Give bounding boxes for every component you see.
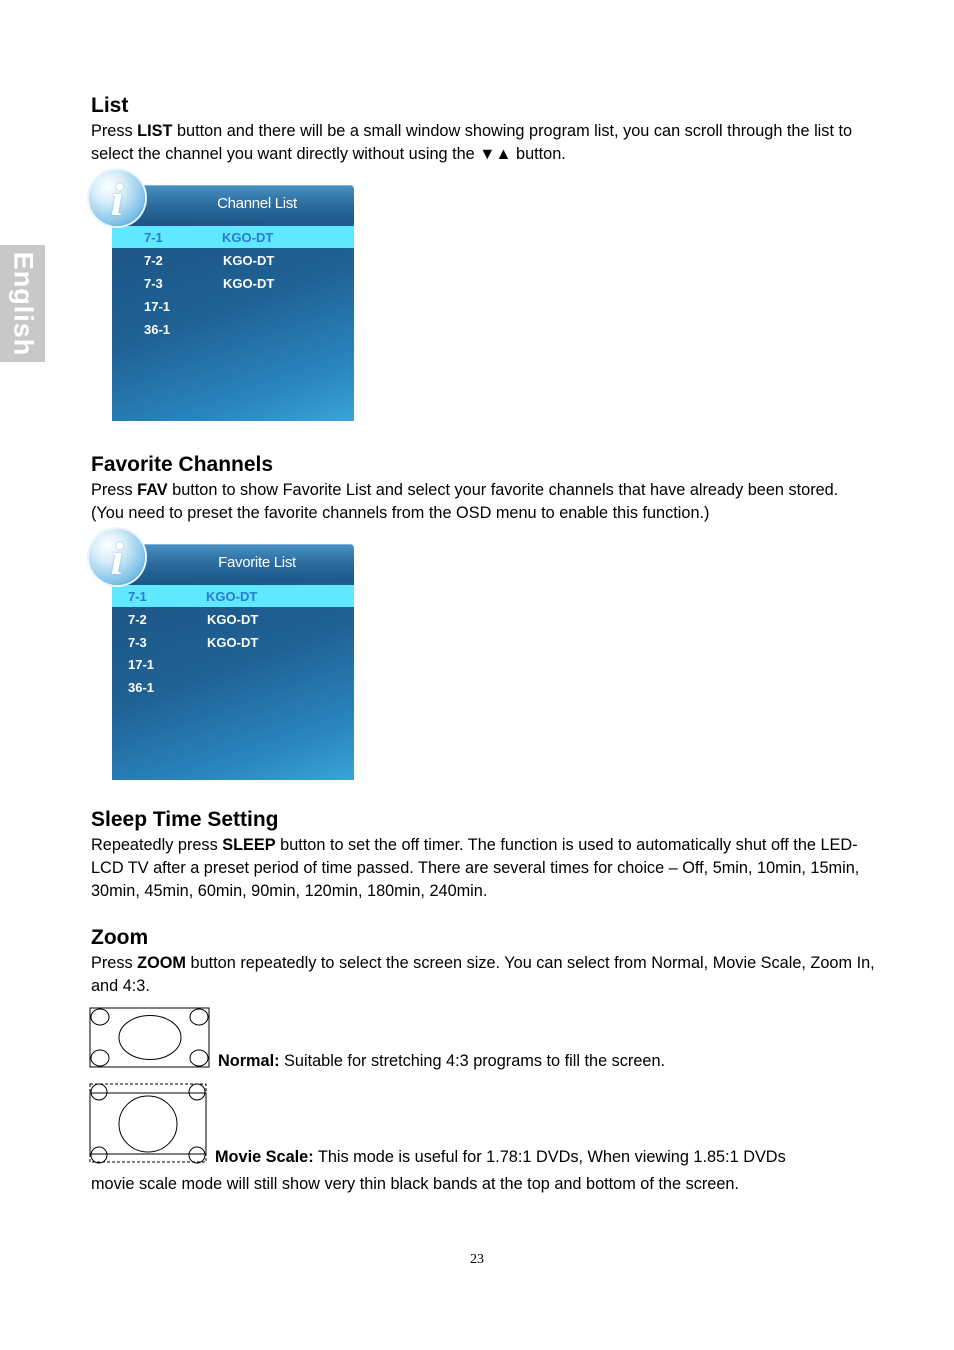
page-number: 23 bbox=[470, 1252, 484, 1267]
sleep-description: Repeatedly press SLEEP button to set the off timer. The function is used to automatically shut off the LED-LCD TV after a preset period of time passed. There are several times for choice – Off, 5min, 10min, 15min, 30min, 45min, 60min, 90min, 120min, 180min, 240min. bbox=[91, 836, 860, 900]
channel-row[interactable]: 7-3 KGO-DT bbox=[144, 276, 275, 291]
channel-row[interactable]: 7-2 KGO-DT bbox=[144, 253, 275, 268]
favorite-list-title: Favorite List bbox=[218, 554, 296, 571]
channel-row[interactable]: 7-1 KGO-DT bbox=[112, 226, 354, 248]
sleep-heading: Sleep Time Setting bbox=[91, 808, 279, 831]
channel-row[interactable]: 17-1 bbox=[144, 299, 171, 314]
channel-row[interactable]: 36-1 bbox=[144, 322, 171, 337]
favorite-heading: Favorite Channels bbox=[91, 453, 274, 476]
favorite-row[interactable]: 7-2 KGO-DT bbox=[128, 612, 259, 627]
channel-list-header bbox=[110, 185, 354, 223]
normal-mode-diagram bbox=[89, 1007, 211, 1069]
movie-scale-diagram bbox=[89, 1083, 208, 1165]
zoom-heading: Zoom bbox=[91, 926, 149, 949]
info-icon: i bbox=[89, 529, 145, 585]
list-description: Press LIST button and there will be a small window showing program list, you can scroll through the list to select the channel you want directly without using the ▼▲ button. bbox=[91, 122, 853, 163]
zoom-description: Press ZOOM button repeatedly to select the screen size. You can select from Normal, Movie Scale, Zoom In, and 4:3. bbox=[91, 954, 875, 995]
movie-scale-caption: Movie Scale: This mode is useful for 1.78:1 DVDs, When viewing 1.85:1 DVDs bbox=[215, 1148, 786, 1166]
favorite-list-body bbox=[112, 582, 354, 780]
movie-scale-caption-cont: movie scale mode will still show very thin black bands at the top and bottom of the screen. bbox=[91, 1175, 739, 1193]
favorite-row[interactable]: 36-1 bbox=[128, 680, 155, 695]
language-tab-label: English bbox=[8, 251, 38, 356]
favorite-row[interactable]: 7-1 KGO-DT bbox=[112, 585, 354, 607]
favorite-list-header bbox=[110, 544, 354, 582]
normal-mode-caption: Normal: Suitable for stretching 4:3 programs to fill the screen. bbox=[218, 1052, 666, 1070]
favorite-list-window bbox=[88, 529, 358, 783]
channel-list-title: Channel List bbox=[217, 195, 297, 212]
language-tab bbox=[0, 245, 45, 362]
favorite-description: Press FAV button to show Favorite List and select your favorite channels that have already been stored. (You need to preset the favorite channels from the OSD menu to enable this function.) bbox=[91, 481, 839, 522]
list-heading: List bbox=[91, 94, 129, 117]
favorite-row[interactable]: 7-3 KGO-DT bbox=[128, 635, 259, 650]
channel-list-body bbox=[112, 223, 354, 421]
channel-list-window bbox=[88, 170, 358, 424]
info-icon: i bbox=[89, 170, 145, 226]
favorite-row[interactable]: 17-1 bbox=[128, 657, 155, 672]
